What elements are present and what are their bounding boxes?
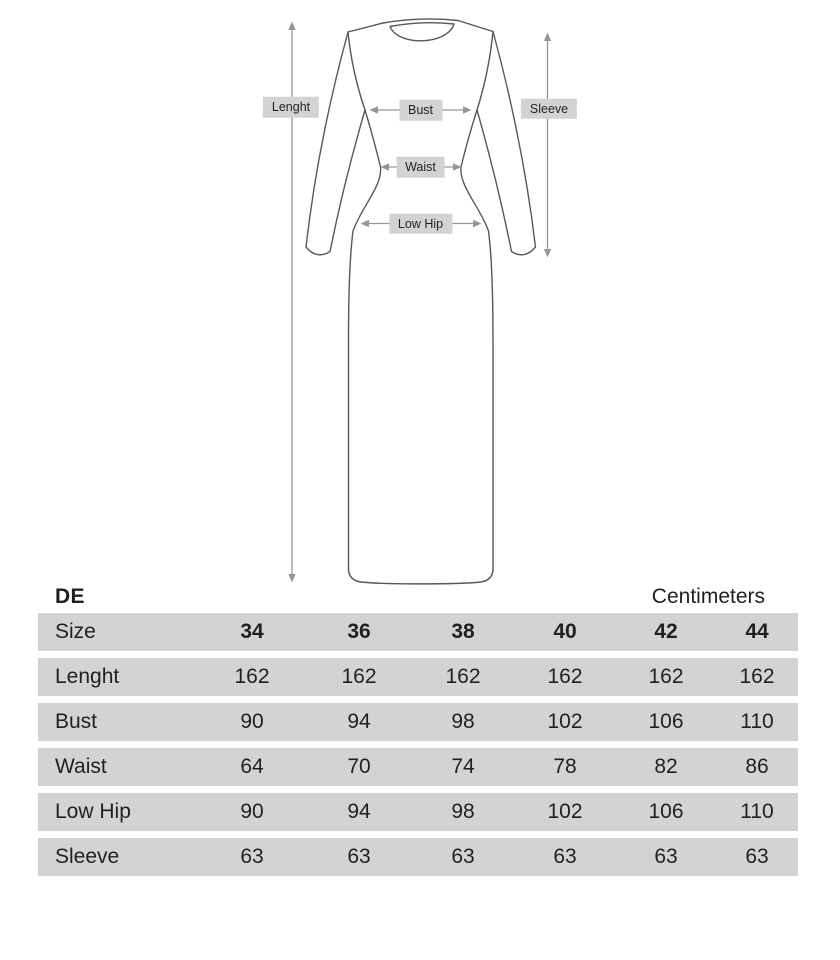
row-label: Low Hip — [55, 800, 131, 823]
table-row-waist — [38, 748, 798, 786]
length-arrowhead-top — [288, 22, 295, 31]
table-row-length — [38, 658, 798, 696]
length-label: Lenght — [263, 97, 319, 118]
value-cell: 63 — [451, 845, 475, 868]
value-cell: 162 — [445, 665, 481, 688]
size-table-header — [38, 582, 798, 613]
value-cell: 86 — [745, 755, 769, 778]
value-cell: 94 — [347, 800, 371, 823]
collar-scoop — [390, 23, 454, 41]
value-cell: 110 — [740, 800, 774, 823]
value-cell: 64 — [240, 755, 264, 778]
sleeve-arrowhead-top — [544, 33, 551, 42]
value-cell: 162 — [648, 665, 684, 688]
region-label: DE — [55, 585, 85, 608]
sleeve-arrowhead-bottom — [544, 249, 551, 258]
left-sleeve — [306, 32, 365, 255]
value-cell: 102 — [547, 800, 583, 823]
size-cell: 34 — [240, 620, 264, 643]
table-row-size — [38, 613, 798, 651]
row-label: Sleeve — [55, 845, 120, 868]
value-cell: 106 — [648, 800, 684, 823]
table-row-low-hip — [38, 793, 798, 831]
size-cell: 42 — [654, 620, 678, 643]
size-cell: 40 — [553, 620, 577, 643]
waist-arrowhead-left — [381, 163, 390, 170]
low-hip-arrowhead-left — [361, 220, 370, 227]
right-shoulder-line — [458, 21, 493, 32]
value-cell: 90 — [240, 710, 264, 733]
row-label: Bust — [55, 710, 98, 733]
value-cell: 162 — [547, 665, 583, 688]
body-right-edge — [461, 110, 493, 570]
bust-arrowhead-left — [370, 106, 379, 113]
value-cell: 94 — [347, 710, 371, 733]
value-cell: 102 — [547, 710, 583, 733]
value-cell: 98 — [451, 710, 475, 733]
value-cell: 110 — [740, 710, 774, 733]
size-table — [38, 582, 798, 876]
value-cell: 63 — [745, 845, 769, 868]
right-sleeve — [477, 32, 536, 255]
value-cell: 63 — [347, 845, 371, 868]
value-cell: 162 — [341, 665, 377, 688]
row-label: Waist — [55, 755, 107, 778]
left-armhole — [348, 32, 365, 110]
value-cell: 162 — [739, 665, 775, 688]
unit-label: Centimeters — [651, 585, 765, 608]
value-cell: 82 — [654, 755, 678, 778]
bust-label: Bust — [399, 100, 442, 121]
row-label: Lenght — [55, 665, 120, 688]
sleeve-label: Sleeve — [521, 98, 577, 119]
value-cell: 70 — [347, 755, 371, 778]
table-row-sleeve — [38, 838, 798, 876]
left-shoulder-line — [348, 23, 383, 32]
table-row-bust — [38, 703, 798, 741]
low-hip-arrowhead-right — [473, 220, 482, 227]
size-cell: 44 — [745, 620, 769, 643]
value-cell: 63 — [553, 845, 577, 868]
value-cell: 78 — [553, 755, 577, 778]
value-cell: 63 — [654, 845, 678, 868]
value-cell: 90 — [240, 800, 264, 823]
bust-arrowhead-right — [463, 106, 472, 113]
low-hip-label: Low Hip — [389, 213, 452, 234]
row-label: Size — [55, 620, 96, 643]
body-left-edge — [349, 110, 381, 570]
value-cell: 63 — [240, 845, 264, 868]
waist-label: Waist — [396, 157, 445, 178]
value-cell: 106 — [648, 710, 684, 733]
size-cell: 36 — [347, 620, 371, 643]
value-cell: 98 — [451, 800, 475, 823]
value-cell: 162 — [234, 665, 270, 688]
value-cell: 74 — [451, 755, 475, 778]
size-cell: 38 — [451, 620, 475, 643]
right-armhole — [477, 32, 493, 111]
